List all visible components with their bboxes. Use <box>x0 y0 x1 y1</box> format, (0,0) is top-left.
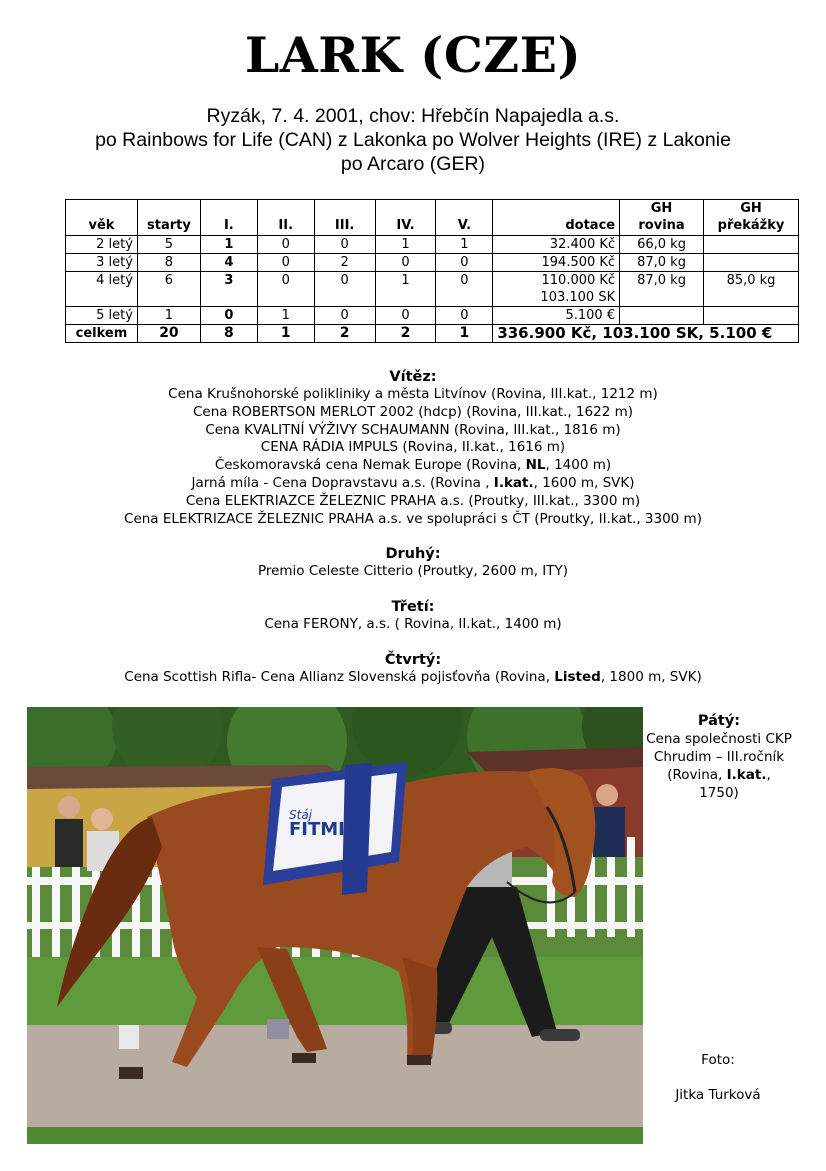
cell-fourth: 0 <box>375 307 436 325</box>
list-item: Českomoravská cena Nemak Europe (Rovina, NL, 1400 m) <box>214 457 612 474</box>
cell-third: 0 <box>314 236 375 254</box>
pedigree-line-2: po Rainbows for Life (CAN) z Lakonka po Wolver Heights (IRE) z Lakonie <box>95 129 731 151</box>
cell-prize: 110.000 Kč 103.100 SK <box>493 272 620 307</box>
list-item: Cena společnosti CKP <box>646 731 792 747</box>
table-row <box>66 254 799 272</box>
cell-gh-jump <box>704 307 799 325</box>
cell-second: 0 <box>257 254 314 272</box>
total-fifth: 1 <box>436 325 493 343</box>
cell-second: 0 <box>257 272 314 307</box>
list-item: Cena ELEKTRIZACE ŽELEZNIC PRAHA a.s. ve spolupráci s ČT (Proutky, II.kat., 3300 m) <box>124 510 702 527</box>
cell-age: 3 letý <box>66 254 138 272</box>
cell-fourth: 0 <box>375 254 436 272</box>
third-list <box>0 616 826 634</box>
list-item: Cena Krušnohorské polikliniky a města Litvínov (Rovina, III.kat., 1212 m) <box>168 386 658 402</box>
cell-age: 5 letý <box>66 307 138 325</box>
list-item: Chrudim – III.ročník <box>653 749 785 765</box>
cell-fifth: 1 <box>436 236 493 254</box>
list-item: (Rovina, I.kat., <box>667 767 771 783</box>
cell-fifth: 0 <box>436 254 493 272</box>
header-starts: starty <box>137 200 200 236</box>
header-gh-jump: GH překážky <box>704 200 799 236</box>
table-row <box>66 272 799 307</box>
total-second: 1 <box>257 325 314 343</box>
cell-fourth: 1 <box>375 272 436 307</box>
header-age: věk <box>66 200 138 236</box>
total-third: 2 <box>314 325 375 343</box>
fourth-heading: Čtvrtý: <box>384 651 442 668</box>
cell-starts: 6 <box>137 272 200 307</box>
header-prize: dotace <box>493 200 620 236</box>
total-first: 8 <box>200 325 257 343</box>
list-item: Cena FERONY, a.s. ( Rovina, II.kat., 1400 m) <box>264 616 562 633</box>
header-gh-flat: GH rovina <box>620 200 704 236</box>
table-row <box>66 307 799 325</box>
cell-gh-flat <box>620 307 704 325</box>
pedigree <box>0 104 826 176</box>
saddle-cloth-text: FITMIN <box>289 819 360 840</box>
second-heading: Druhý: <box>385 546 441 563</box>
cell-prize: 5.100 € <box>493 307 620 325</box>
cell-starts: 1 <box>137 307 200 325</box>
cell-first: 3 <box>200 272 257 307</box>
cell-prize: 194.500 Kč <box>493 254 620 272</box>
table-row <box>66 236 799 254</box>
cell-third: 0 <box>314 272 375 307</box>
cell-fifth: 0 <box>436 272 493 307</box>
cell-gh-flat: 87,0 kg <box>620 254 704 272</box>
third-heading: Třetí: <box>391 599 435 616</box>
fifth-list <box>644 730 794 802</box>
horse-photo <box>27 707 643 1144</box>
winner-list <box>0 386 826 528</box>
cell-prize: 32.400 Kč <box>493 236 620 254</box>
list-item: CENA RÁDIA IMPULS (Rovina, II.kat., 1616 m) <box>260 439 566 456</box>
table-header-row <box>66 200 799 236</box>
table-total-row <box>66 325 799 343</box>
fifth-place <box>644 712 794 802</box>
cell-gh-jump <box>704 236 799 254</box>
second-list <box>0 563 826 581</box>
cell-first: 0 <box>200 307 257 325</box>
cell-third: 2 <box>314 254 375 272</box>
cell-age: 2 letý <box>66 236 138 254</box>
photo-credit-label: Foto: <box>701 1052 735 1068</box>
page-title: LARK (CZE) <box>244 26 582 84</box>
cell-gh-jump <box>704 254 799 272</box>
cell-first: 4 <box>200 254 257 272</box>
total-starts: 20 <box>137 325 200 343</box>
photo-credit-author: Jitka Turková <box>675 1087 761 1103</box>
total-label: celkem <box>66 325 138 343</box>
header-fourth: IV. <box>375 200 436 236</box>
cell-fourth: 1 <box>375 236 436 254</box>
cell-starts: 5 <box>137 236 200 254</box>
list-item: Cena KVALITNÍ VÝŽIVY SCHAUMANN (Rovina, III.kat., 1816 m) <box>205 421 621 438</box>
cell-age: 4 letý <box>66 272 138 307</box>
fourth-list <box>0 669 826 687</box>
race-results <box>0 368 826 687</box>
total-prize: 336.900 Kč, 103.100 SK, 5.100 € <box>493 325 799 343</box>
cell-first: 1 <box>200 236 257 254</box>
header-fifth: V. <box>436 200 493 236</box>
racing-stats-table <box>65 199 799 343</box>
list-item: Jarná míla - Cena Dopravstavu a.s. (Rovina , I.kat., 1600 m, SVK) <box>191 474 635 491</box>
pedigree-line-1: Ryzák, 7. 4. 2001, chov: Hřebčín Napajedla a.s. <box>206 105 620 127</box>
cell-gh-flat: 66,0 kg <box>620 236 704 254</box>
list-item: Premio Celeste Citterio (Proutky, 2600 m, ITY) <box>257 563 569 580</box>
cell-fifth: 0 <box>436 307 493 325</box>
saddle-cloth-brand: Stáj <box>289 808 313 822</box>
pedigree-line-3: po Arcaro (GER) <box>340 153 486 175</box>
cell-gh-jump: 85,0 kg <box>704 272 799 307</box>
header-third: III. <box>314 200 375 236</box>
fifth-heading: Pátý: <box>697 713 741 729</box>
list-item: Cena ELEKTRIAZCE ŽELEZNIC PRAHA a.s. (Proutky, III.kat., 3300 m) <box>185 492 641 509</box>
cell-second: 1 <box>257 307 314 325</box>
photo-credit <box>644 1051 792 1104</box>
cell-gh-flat: 87,0 kg <box>620 272 704 307</box>
cell-starts: 8 <box>137 254 200 272</box>
header-first: I. <box>200 200 257 236</box>
total-fourth: 2 <box>375 325 436 343</box>
cell-second: 0 <box>257 236 314 254</box>
list-item: Cena ROBERTSON MERLOT 2002 (hdcp) (Rovina, III.kat., 1622 m) <box>192 403 633 420</box>
list-item: Cena Scottish Rifla- Cena Allianz Slovenská pojisťovňa (Rovina, Listed, 1800 m, SVK) <box>124 668 702 685</box>
winner-heading: Vítěz: <box>389 369 437 385</box>
cell-third: 0 <box>314 307 375 325</box>
header-second: II. <box>257 200 314 236</box>
list-item: 1750) <box>699 785 739 801</box>
